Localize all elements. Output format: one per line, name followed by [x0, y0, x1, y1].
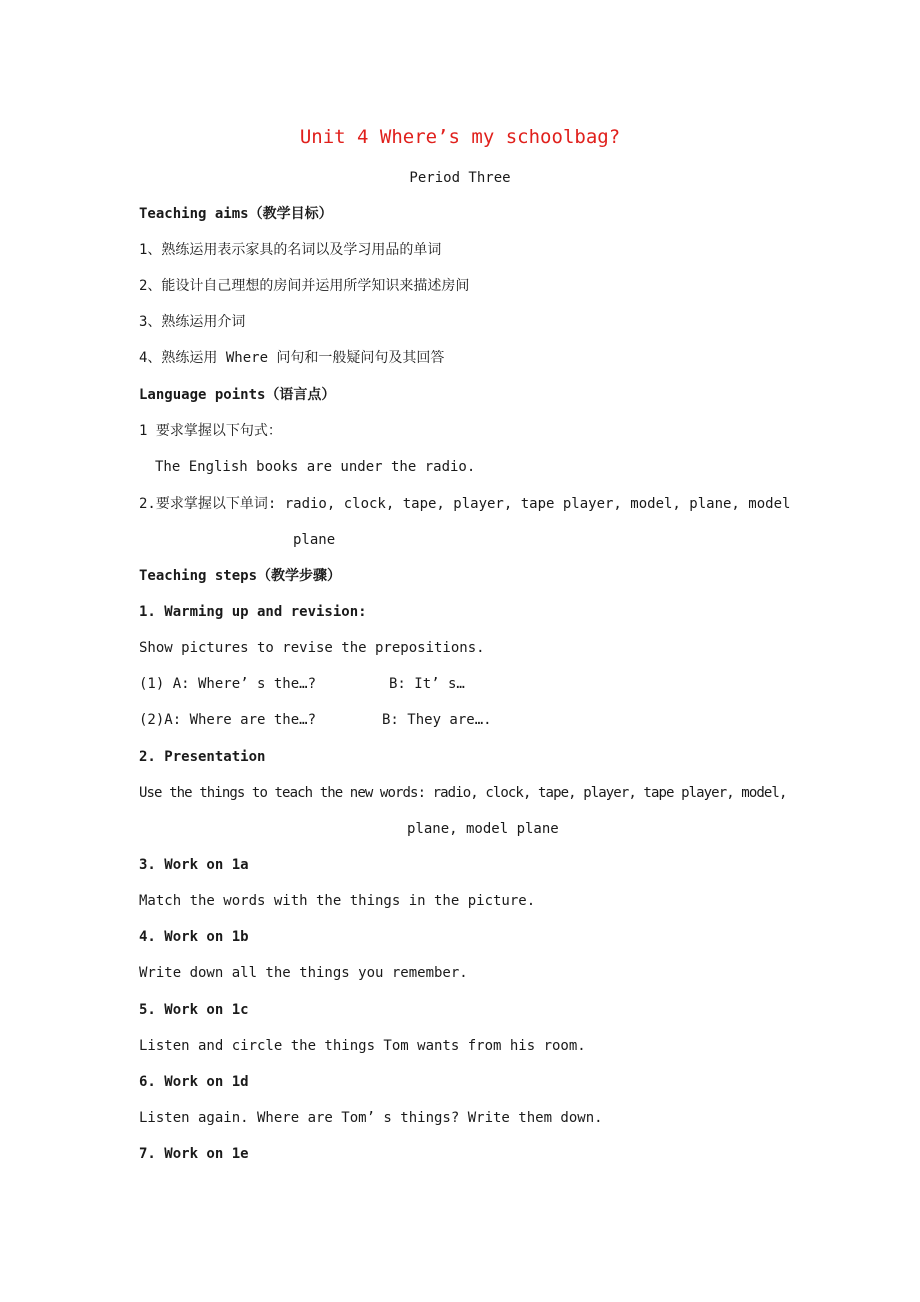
step-3-heading: 3. Work on 1a — [139, 857, 249, 873]
step-1-dialogue-2-a: (2)A: Where are the…? — [139, 712, 317, 728]
aim-item-4: 4、熟练运用 Where 问句和一般疑问句及其回答 — [139, 350, 445, 366]
step-2-heading: 2. Presentation — [139, 749, 266, 765]
language-point-2: 2.要求掌握以下单词: radio, clock, tape, player, tape player, model, plane, model — [139, 496, 791, 512]
page-title: Unit 4 Where’s my schoolbag? — [299, 126, 621, 148]
step-3-text: Match the words with the things in the picture. — [139, 893, 536, 909]
step-1-dialogue-1-b: B: It’ s… — [389, 676, 465, 692]
aim-item-3: 3、熟练运用介词 — [139, 314, 246, 330]
step-6-heading: 6. Work on 1d — [139, 1074, 249, 1090]
language-points-heading: Language points（语言点） — [139, 387, 336, 403]
aim-item-2: 2、能设计自己理想的房间并运用所学知识来描述房间 — [139, 278, 470, 294]
step-5-heading: 5. Work on 1c — [139, 1002, 249, 1018]
language-point-1: 1 要求掌握以下句式： — [139, 423, 282, 439]
step-1-dialogue-1-a: (1) A: Where’ s the…? — [139, 676, 317, 692]
step-2-continuation: plane, model plane — [407, 821, 559, 837]
language-point-2-continuation: plane — [293, 532, 336, 548]
step-4-text: Write down all the things you remember. — [139, 965, 468, 981]
teaching-aims-heading: Teaching aims（教学目标） — [139, 206, 333, 222]
step-2-text: Use the things to teach the new words: radio, clock, tape, player, tape player, model, — [139, 785, 787, 801]
step-1-dialogue-2-b: B: They are…. — [382, 712, 492, 728]
step-4-heading: 4. Work on 1b — [139, 929, 249, 945]
page-subtitle: Period Three — [409, 170, 511, 186]
step-5-text: Listen and circle the things Tom wants from his room. — [139, 1038, 586, 1054]
step-1-heading: 1. Warming up and revision: — [139, 604, 367, 620]
teaching-steps-heading: Teaching steps（教学步骤） — [139, 568, 342, 584]
step-1-text: Show pictures to revise the prepositions. — [139, 640, 485, 656]
step-6-text: Listen again. Where are Tom’ s things? Write them down. — [139, 1110, 603, 1126]
step-7-heading: 7. Work on 1e — [139, 1146, 249, 1162]
language-point-1-example: The English books are under the radio. — [155, 459, 476, 475]
aim-item-1: 1、熟练运用表示家具的名词以及学习用品的单词 — [139, 242, 442, 258]
